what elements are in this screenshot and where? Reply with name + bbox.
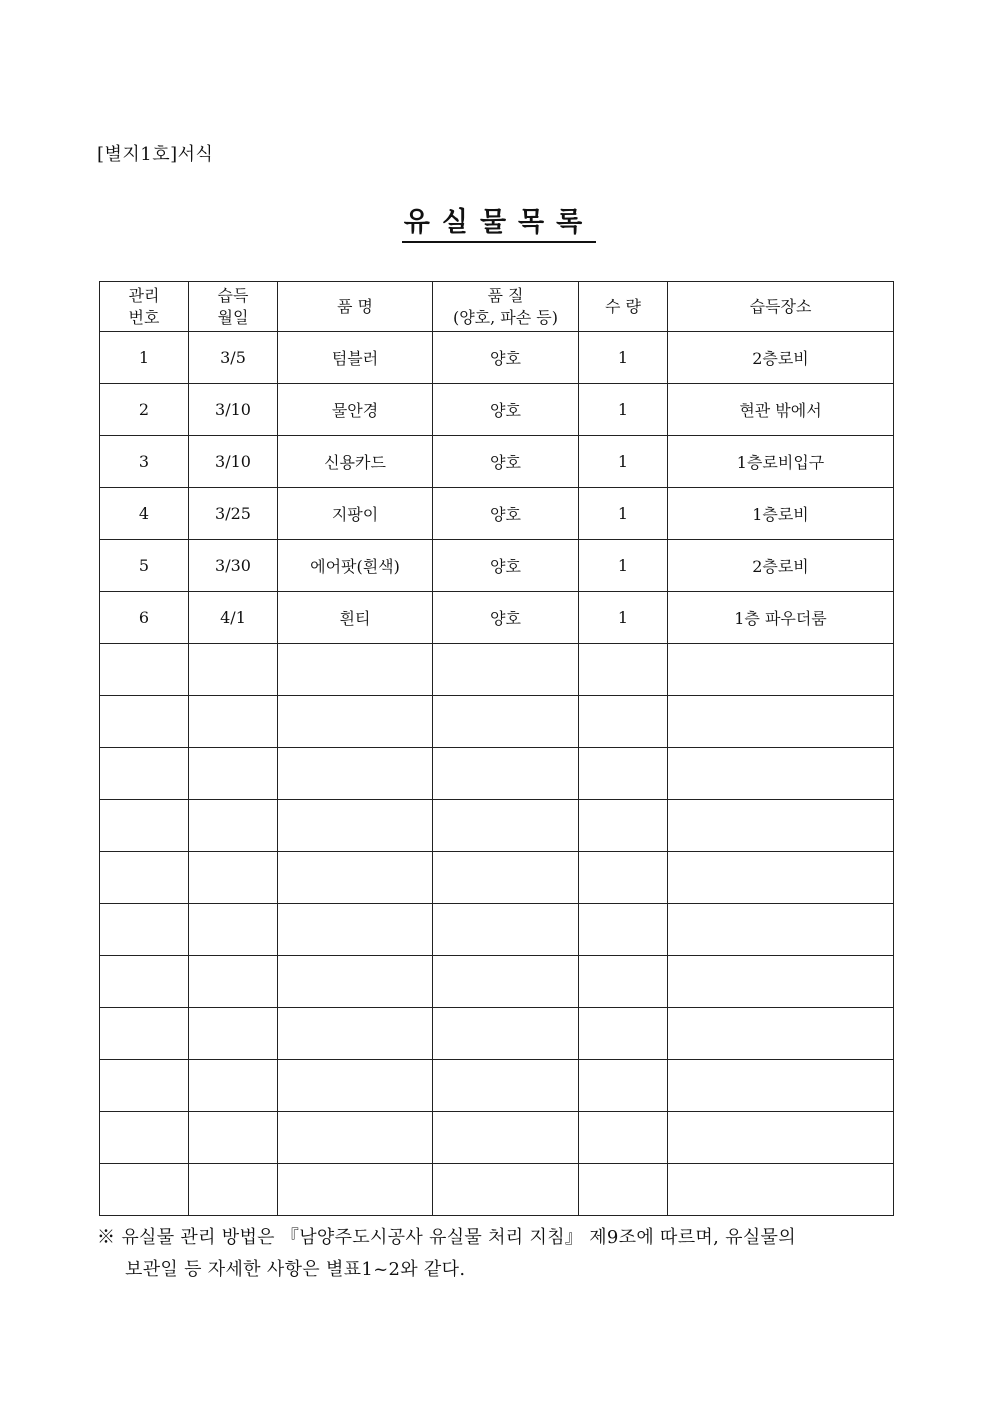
page-title: 유실물목록	[402, 200, 596, 243]
cell-item-name	[278, 852, 433, 904]
cell-found-place	[668, 1060, 894, 1112]
cell-found-place: 1층로비입구	[668, 436, 894, 488]
header-item-name: 품 명	[278, 282, 433, 332]
cell-found-date	[189, 1112, 278, 1164]
cell-found-place	[668, 1164, 894, 1216]
cell-found-place: 2층로비	[668, 540, 894, 592]
cell-item-name: 에어팟(흰색)	[278, 540, 433, 592]
cell-quantity	[579, 956, 668, 1008]
cell-quantity	[579, 748, 668, 800]
cell-mgmt-no: 2	[100, 384, 189, 436]
footnote-line-2: 보관일 등 자세한 사항은 별표1~2와 같다.	[125, 1259, 466, 1280]
cell-quantity	[579, 696, 668, 748]
cell-condition	[433, 1112, 579, 1164]
cell-found-place: 1층로비	[668, 488, 894, 540]
cell-condition	[433, 748, 579, 800]
table-row	[100, 332, 894, 384]
cell-mgmt-no	[100, 1060, 189, 1112]
cell-found-date	[189, 956, 278, 1008]
cell-found-place: 1층 파우더룸	[668, 592, 894, 644]
cell-item-name	[278, 800, 433, 852]
cell-found-place: 2층로비	[668, 332, 894, 384]
cell-item-name	[278, 696, 433, 748]
cell-quantity	[579, 1112, 668, 1164]
cell-quantity	[579, 1060, 668, 1112]
cell-condition: 양호	[433, 592, 579, 644]
cell-found-date: 3/10	[189, 384, 278, 436]
cell-found-place	[668, 852, 894, 904]
empty-table-row	[100, 696, 894, 748]
table-row	[100, 436, 894, 488]
cell-mgmt-no	[100, 904, 189, 956]
cell-condition	[433, 904, 579, 956]
cell-condition: 양호	[433, 488, 579, 540]
empty-table-row	[100, 1008, 894, 1060]
footnote-line-1: ※ 유실물 관리 방법은 『남양주도시공사 유실물 처리 지침』 제9조에 따르며, 유실물의	[97, 1227, 796, 1248]
cell-condition	[433, 1008, 579, 1060]
cell-quantity: 1	[579, 592, 668, 644]
table-row	[100, 488, 894, 540]
header-mgmt-no: 관리 번호	[100, 282, 189, 332]
footnote	[97, 1222, 897, 1286]
form-label: [별지1호]서식	[97, 144, 214, 165]
cell-quantity: 1	[579, 384, 668, 436]
cell-item-name	[278, 1164, 433, 1216]
cell-found-date: 3/5	[189, 332, 278, 384]
cell-mgmt-no	[100, 1008, 189, 1060]
empty-table-row	[100, 800, 894, 852]
cell-found-date	[189, 696, 278, 748]
cell-condition: 양호	[433, 436, 579, 488]
cell-found-date	[189, 1164, 278, 1216]
cell-found-place: 현관 밖에서	[668, 384, 894, 436]
table-header-row	[100, 282, 894, 332]
cell-found-place	[668, 904, 894, 956]
cell-condition	[433, 956, 579, 1008]
cell-item-name	[278, 1008, 433, 1060]
empty-table-row	[100, 852, 894, 904]
cell-found-place	[668, 644, 894, 696]
cell-found-date	[189, 904, 278, 956]
cell-found-date	[189, 852, 278, 904]
cell-mgmt-no	[100, 1112, 189, 1164]
cell-item-name: 물안경	[278, 384, 433, 436]
cell-mgmt-no	[100, 956, 189, 1008]
empty-table-row	[100, 644, 894, 696]
cell-found-place	[668, 696, 894, 748]
cell-mgmt-no	[100, 696, 189, 748]
cell-condition	[433, 1164, 579, 1216]
cell-found-date: 4/1	[189, 592, 278, 644]
header-condition: 품 질 (양호, 파손 등)	[433, 282, 579, 332]
table-row	[100, 384, 894, 436]
cell-found-place	[668, 748, 894, 800]
cell-quantity: 1	[579, 488, 668, 540]
cell-found-date: 3/30	[189, 540, 278, 592]
cell-found-date	[189, 800, 278, 852]
page-title-wrap	[0, 200, 992, 243]
cell-item-name	[278, 644, 433, 696]
cell-condition	[433, 644, 579, 696]
cell-mgmt-no	[100, 852, 189, 904]
cell-mgmt-no	[100, 800, 189, 852]
cell-quantity	[579, 644, 668, 696]
table-row	[100, 540, 894, 592]
cell-found-place	[668, 1112, 894, 1164]
cell-item-name	[278, 1112, 433, 1164]
cell-mgmt-no: 5	[100, 540, 189, 592]
cell-quantity: 1	[579, 332, 668, 384]
header-quantity: 수 량	[579, 282, 668, 332]
cell-found-date	[189, 748, 278, 800]
cell-condition	[433, 696, 579, 748]
cell-condition	[433, 852, 579, 904]
empty-table-row	[100, 1164, 894, 1216]
empty-table-row	[100, 748, 894, 800]
cell-condition: 양호	[433, 384, 579, 436]
cell-condition: 양호	[433, 332, 579, 384]
empty-table-row	[100, 956, 894, 1008]
cell-mgmt-no: 1	[100, 332, 189, 384]
cell-quantity	[579, 904, 668, 956]
cell-mgmt-no	[100, 644, 189, 696]
cell-found-date: 3/10	[189, 436, 278, 488]
cell-condition	[433, 1060, 579, 1112]
header-found-date: 습득 월일	[189, 282, 278, 332]
cell-quantity	[579, 800, 668, 852]
cell-item-name	[278, 956, 433, 1008]
cell-item-name	[278, 1060, 433, 1112]
cell-mgmt-no: 3	[100, 436, 189, 488]
cell-mgmt-no	[100, 748, 189, 800]
cell-quantity: 1	[579, 436, 668, 488]
cell-found-date: 3/25	[189, 488, 278, 540]
cell-item-name	[278, 748, 433, 800]
cell-quantity	[579, 1008, 668, 1060]
cell-found-date	[189, 1008, 278, 1060]
empty-table-row	[100, 904, 894, 956]
cell-quantity: 1	[579, 540, 668, 592]
empty-table-row	[100, 1060, 894, 1112]
header-found-place: 습득장소	[668, 282, 894, 332]
cell-quantity	[579, 1164, 668, 1216]
cell-item-name: 흰티	[278, 592, 433, 644]
cell-found-date	[189, 1060, 278, 1112]
cell-item-name: 텀블러	[278, 332, 433, 384]
cell-item-name: 신용카드	[278, 436, 433, 488]
table-row	[100, 592, 894, 644]
cell-mgmt-no: 6	[100, 592, 189, 644]
cell-item-name	[278, 904, 433, 956]
cell-found-place	[668, 956, 894, 1008]
lost-items-table	[99, 281, 894, 1216]
cell-found-place	[668, 1008, 894, 1060]
cell-quantity	[579, 852, 668, 904]
cell-item-name: 지팡이	[278, 488, 433, 540]
empty-table-row	[100, 1112, 894, 1164]
cell-mgmt-no	[100, 1164, 189, 1216]
cell-found-date	[189, 644, 278, 696]
cell-condition: 양호	[433, 540, 579, 592]
cell-mgmt-no: 4	[100, 488, 189, 540]
cell-condition	[433, 800, 579, 852]
cell-found-place	[668, 800, 894, 852]
